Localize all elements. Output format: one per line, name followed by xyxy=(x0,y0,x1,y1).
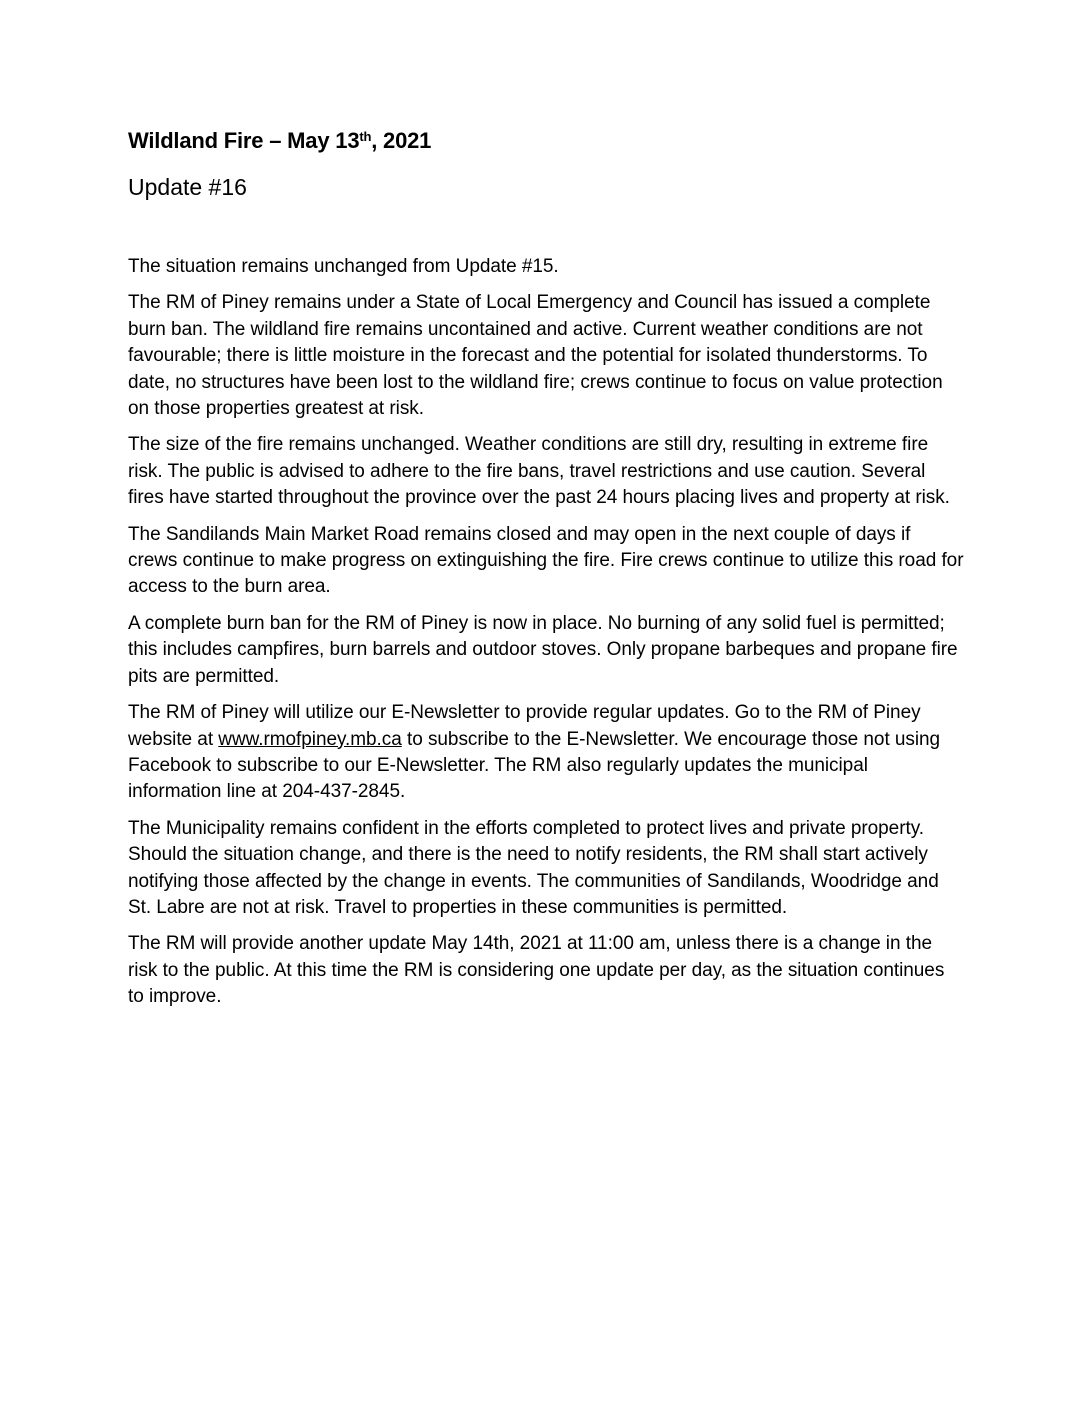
newsletter-text-before: The RM of Piney will utilize our E-Newsletter to provide regular updates. Go to the RM of Piney website at xyxy=(128,702,921,750)
paragraph-newsletter xyxy=(128,700,964,806)
paragraph-burn-ban: A complete burn ban for the RM of Piney is now in place. No burning of any solid fuel is permitted; this includes campfires, burn barrels and outdoor stoves. Only propane barbeques and propane fire pits are permitted. xyxy=(128,612,958,687)
paragraph-municipality-confidence: The Municipality remains confident in the efforts completed to protect lives and private property. Should the situation change, and there is the need to notify residents, the RM shall start actively notifying those affected by the change in events. The communities of Sandilands, Woodridge and St. Labre are not at risk. Travel to properties in these communities is permitted. xyxy=(128,817,939,918)
document-title xyxy=(128,126,964,156)
website-link[interactable]: www.rmofpiney.mb.ca xyxy=(218,728,402,750)
document-page xyxy=(128,126,964,1021)
paragraph-next-update: The RM will provide another update May 14th, 2021 at 11:00 am, unless there is a change in the risk to the public. At this time the RM is considering one update per day, as the situation continues to improve. xyxy=(128,933,945,1008)
paragraph-situation: The situation remains unchanged from Update #15. xyxy=(128,256,559,277)
document-body xyxy=(128,254,964,1011)
paragraph-road-closure: The Sandilands Main Market Road remains closed and may open in the next couple of days if crews continue to make progress on extinguishing the fire. Fire crews continue to utilize this road for access to the burn area. xyxy=(128,523,964,598)
paragraph-emergency-status: The RM of Piney remains under a State of Local Emergency and Council has issued a complete burn ban. The wildland fire remains uncontained and active. Current weather conditions are not favourable; there is little moisture in the forecast and the potential for isolated thunderstorms. To date, no structures have been lost to the wildland fire; crews continue to focus on value protection on those properties greatest at risk. xyxy=(128,292,943,420)
update-number: Update #16 xyxy=(128,174,247,200)
title-prefix: Wildland Fire – May 13 xyxy=(128,128,360,153)
title-suffix: , 2021 xyxy=(371,128,432,153)
paragraph-fire-size: The size of the fire remains unchanged. Weather conditions are still dry, resulting in extreme fire risk. The public is advised to adhere to the fire bans, travel restrictions and use caution. Several fires have started throughout the province over the past 24 hours placing lives and property at risk. xyxy=(128,434,950,509)
title-superscript: th xyxy=(359,128,372,144)
newsletter-text-after: to subscribe to the E-Newsletter. We encourage those not using Facebook to subscribe to our E-Newsletter. The RM also regularly updates the municipal information line at 204-437-2845. xyxy=(128,728,941,803)
